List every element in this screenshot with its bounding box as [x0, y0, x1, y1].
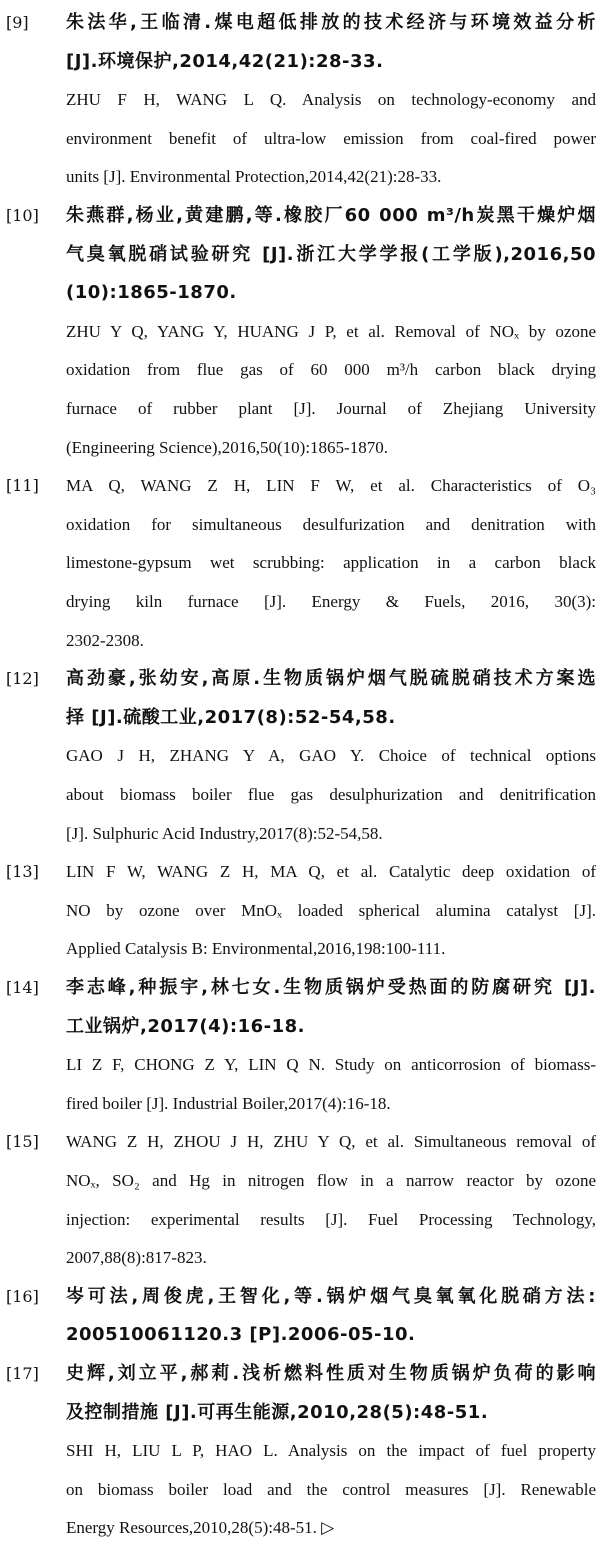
reference-line-english: about biomass boiler flue gas desulphurization and denitrification [66, 784, 596, 804]
reference-entry [0, 4, 600, 197]
reference-line-english: LI Z F, CHONG Z Y, LIN Q N. Study on anticorrosion of biomass- [66, 1055, 596, 1075]
reference-entry [0, 969, 600, 1123]
reference-number: [15] [6, 1132, 39, 1152]
reference-entry [0, 197, 600, 467]
reference-entry [0, 1355, 600, 1548]
reference-line-english: NOₓ, SO₂ and Hg in nitrogen flow in a narrow reactor by ozone [66, 1170, 596, 1190]
reference-line-chinese: 朱燕群,杨业,黄建鹏,等.橡胶厂60 000 m³/h炭黑干燥炉烟 [66, 205, 596, 226]
reference-line-english: ZHU Y Q, YANG Y, HUANG J P, et al. Removal of NOₓ by ozone [66, 321, 596, 341]
reference-entry [0, 467, 600, 660]
reference-number: [14] [6, 978, 39, 997]
reference-line-chinese: 工业锅炉,2017(4):16-18. [66, 1015, 306, 1037]
reference-line-english: GAO J H, ZHANG Y A, GAO Y. Choice of technical options [66, 746, 596, 766]
reference-number: [9] [6, 13, 29, 32]
reference-entry [0, 660, 600, 853]
reference-line-english: NO by ozone over MnOₓ loaded spherical alumina catalyst [J]. [66, 900, 596, 920]
reference-line-chinese: 200510061120.3 [P].2006-05-10. [66, 1324, 416, 1346]
reference-line-chinese: 高劲豪,张幼安,高原.生物质锅炉烟气脱硫脱硝技术方案选 [66, 668, 596, 690]
reference-line-chinese: 及控制措施 [J].可再生能源,2010,28(5):48-51. [66, 1401, 489, 1423]
reference-number: [17] [6, 1364, 39, 1383]
reference-line-english: oxidation for simultaneous desulfurization and denitration with [66, 514, 596, 534]
reference-line-chinese: 史辉,刘立平,郝莉.浅析燃料性质对生物质锅炉负荷的影响 [66, 1363, 596, 1384]
reference-line-chinese: 李志峰,种振宇,林七女.生物质锅炉受热面的防腐研究 [J]. [66, 977, 596, 998]
reference-line-english: environment benefit of ultra-low emission from coal-fired power [66, 128, 596, 148]
reference-line-english: ZHU F H, WANG L Q. Analysis on technology-economy and [66, 90, 596, 110]
reference-line-english: limestone-gypsum wet scrubbing: application in a carbon black [66, 553, 596, 573]
reference-line-chinese: 朱法华,王临清.煤电超低排放的技术经济与环境效益分析 [66, 12, 596, 33]
reference-line-chinese: (10):1865-1870. [66, 282, 237, 304]
reference-entry [0, 853, 600, 969]
reference-number: [12] [6, 669, 39, 689]
reference-entry [0, 1123, 600, 1277]
reference-line-english: 2302-2308. [66, 630, 144, 650]
reference-line-chinese: 岑可法,周俊虎,王智化,等.锅炉烟气臭氧氧化脱硝方法: [66, 1285, 596, 1307]
reference-line-english: (Engineering Science),2016,50(10):1865-1870. [66, 437, 388, 457]
reference-entry [0, 1278, 600, 1355]
reference-number: [10] [6, 206, 39, 225]
reference-line-chinese: 气臭氧脱硝试验研究 [J].浙江大学学报(工学版),2016,50 [66, 243, 596, 265]
reference-line-english: WANG Z H, ZHOU J H, ZHU Y Q, et al. Simultaneous removal of [66, 1132, 596, 1152]
reference-line-english: drying kiln furnace [J]. Energy & Fuels, 2016, 30(3): [66, 591, 596, 611]
reference-line-english: LIN F W, WANG Z H, MA Q, et al. Catalytic deep oxidation of [66, 862, 596, 882]
reference-number: [11] [6, 476, 39, 496]
reference-line-english: Energy Resources,2010,28(5):48-51. ▷ [66, 1518, 335, 1538]
reference-line-english: on biomass boiler load and the control measures [J]. Renewable [66, 1479, 596, 1499]
reference-line-english: Applied Catalysis B: Environmental,2016,198:100-111. [66, 939, 446, 959]
reference-line-english: MA Q, WANG Z H, LIN F W, et al. Characteristics of O₃ [66, 476, 596, 496]
reference-line-english: 2007,88(8):817-823. [66, 1248, 207, 1268]
reference-line-english: fired boiler [J]. Industrial Boiler,2017(4):16-18. [66, 1093, 391, 1113]
reference-line-english: [J]. Sulphuric Acid Industry,2017(8):52-54,58. [66, 823, 383, 843]
reference-line-english: injection: experimental results [J]. Fuel Processing Technology, [66, 1209, 596, 1229]
reference-line-english: oxidation from flue gas of 60 000 m³/h carbon black drying [66, 360, 596, 380]
reference-number: [16] [6, 1286, 39, 1306]
reference-number: [13] [6, 862, 39, 882]
reference-line-english: units [J]. Environmental Protection,2014,42(21):28-33. [66, 167, 442, 187]
reference-line-english: SHI H, LIU L P, HAO L. Analysis on the impact of fuel property [66, 1441, 596, 1461]
reference-line-chinese: 择 [J].硫酸工业,2017(8):52-54,58. [66, 706, 396, 728]
reference-line-english: furnace of rubber plant [J]. Journal of Zhejiang University [66, 399, 596, 418]
reference-line-chinese: [J].环境保护,2014,42(21):28-33. [66, 50, 384, 72]
